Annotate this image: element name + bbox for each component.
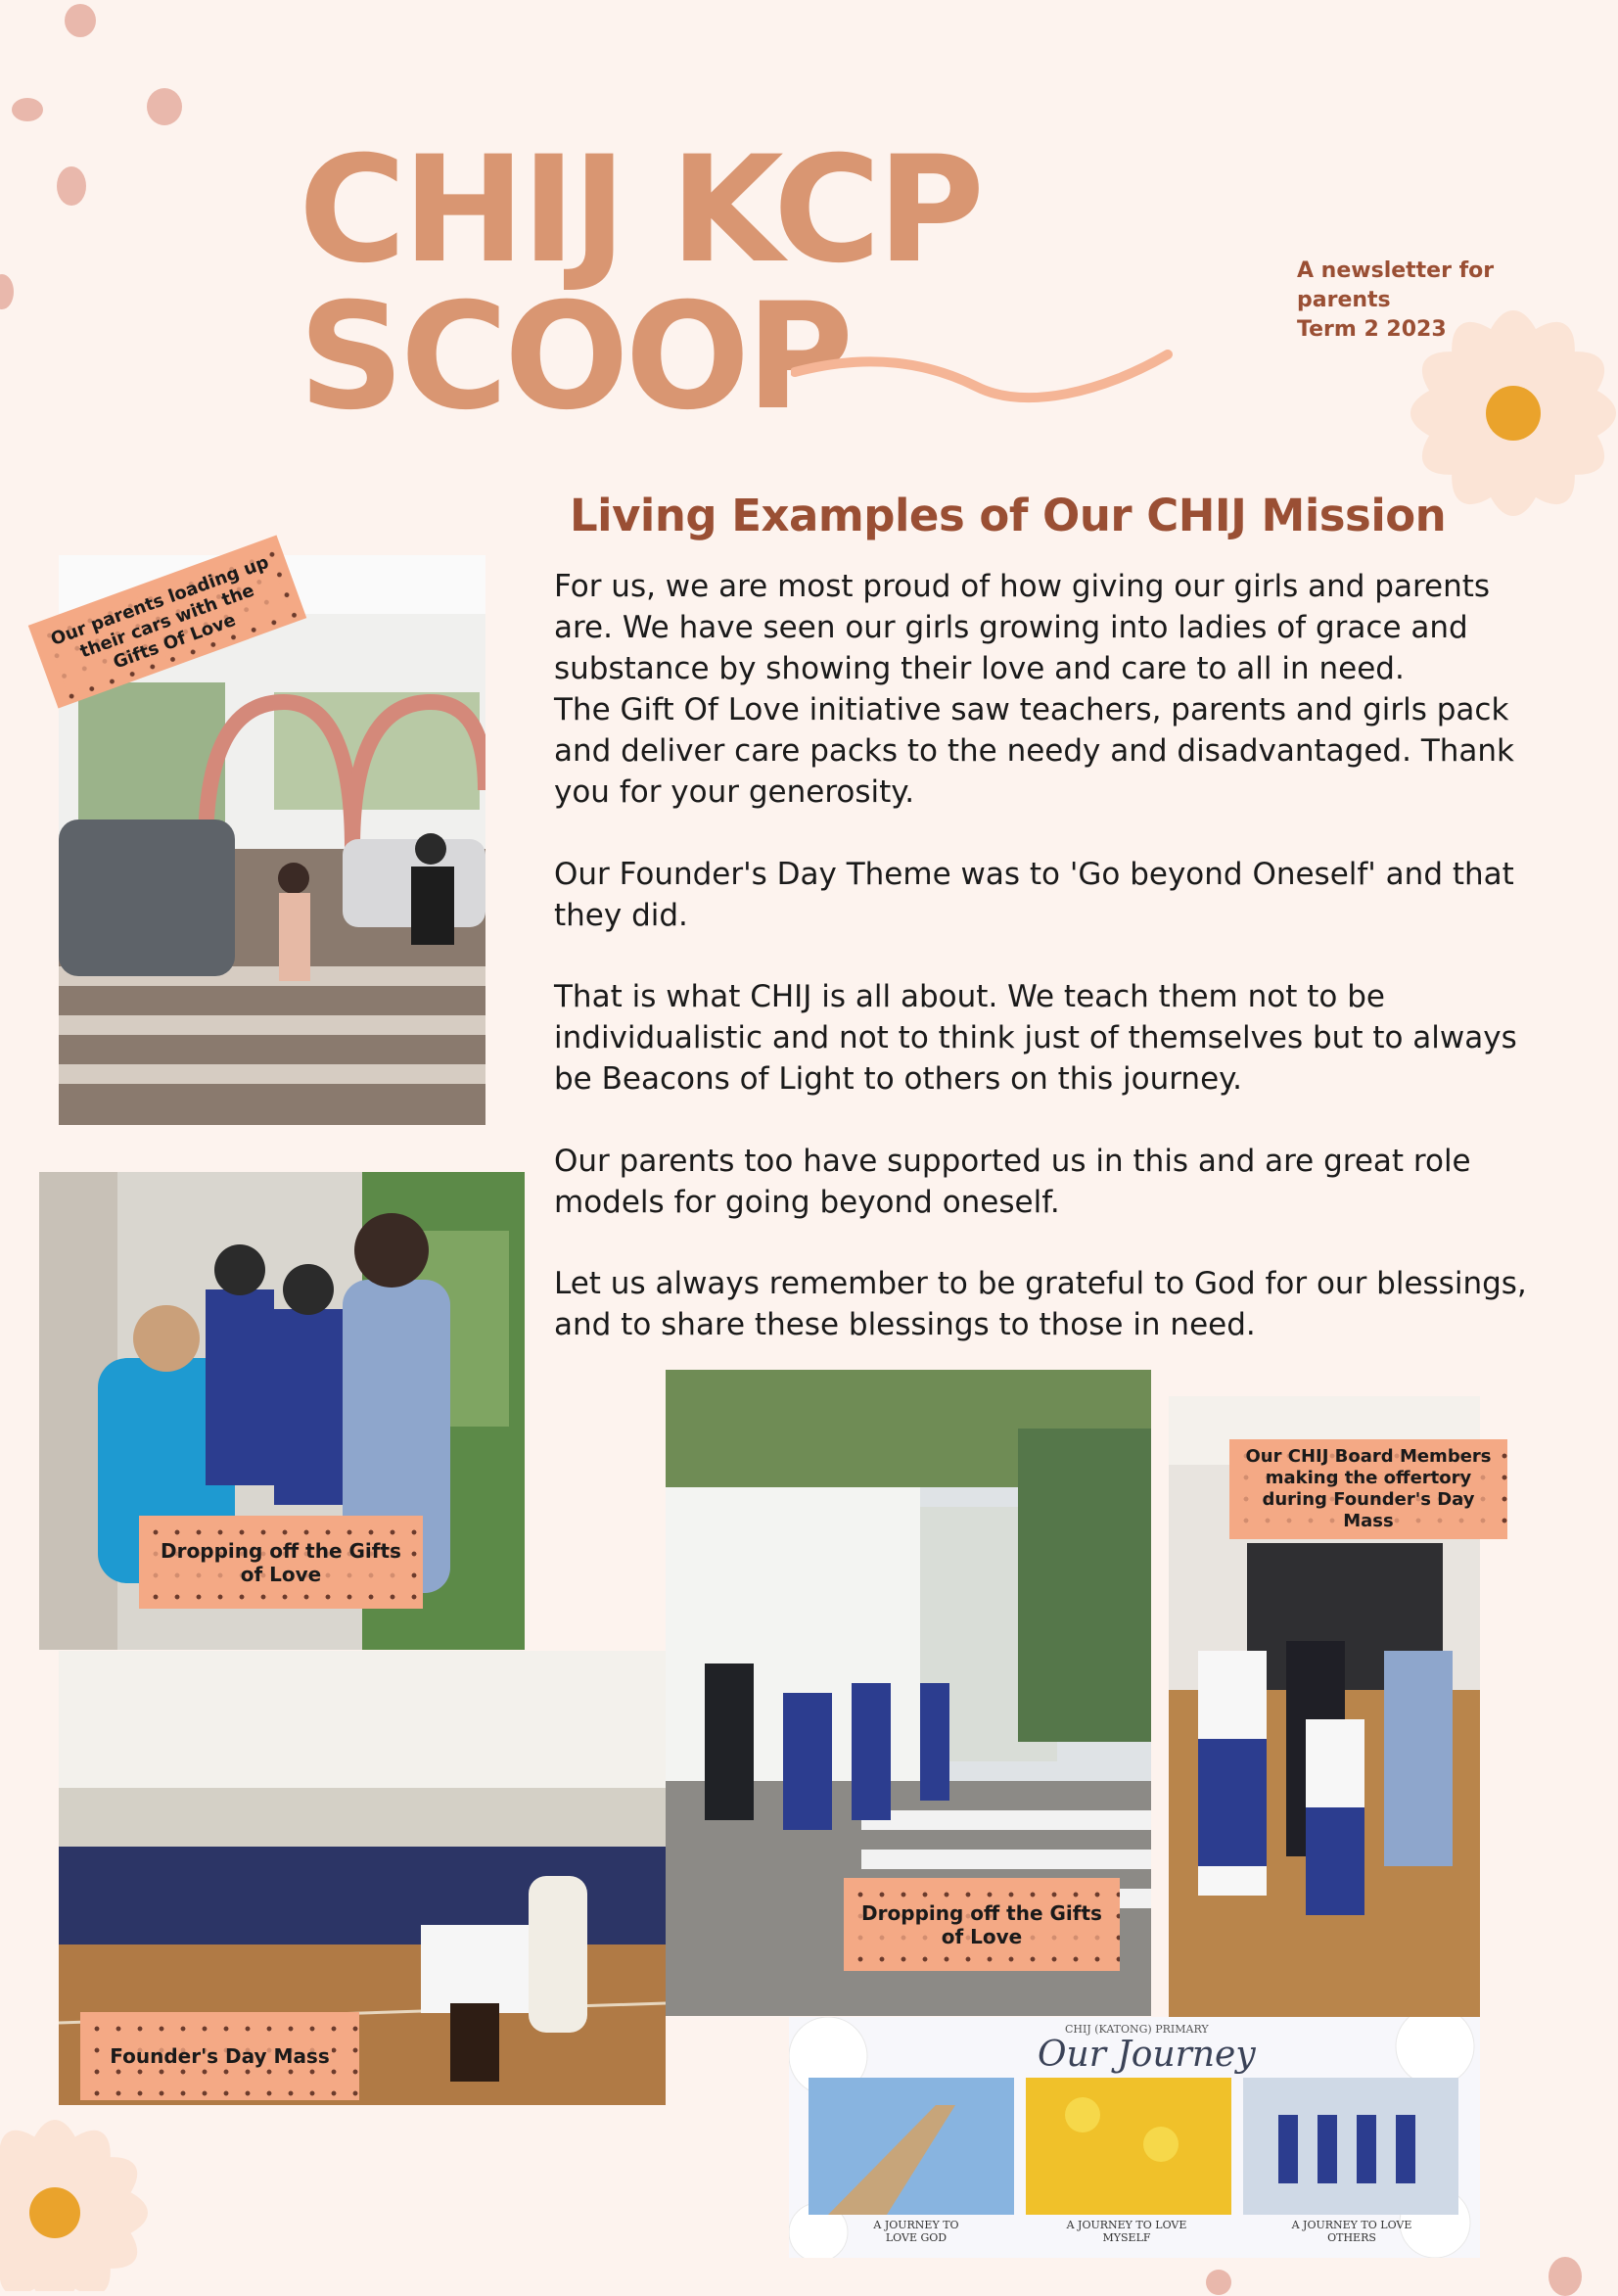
paragraph: Let us always remember to be grateful to God for our blessings, and to share these blessings to those in need. [554,1266,1527,1342]
banner-panel-label: A JOURNEY TO LOVE OTHERS [1291,2219,1412,2244]
caption-parents-loading: Our parents loading up their cars with the Gifts Of Love [28,536,306,709]
paragraph: The Gift Of Love initiative saw teachers, parents and girls pack and deliver care packs to the needy and disadvantaged. Thank you for your generosity. [554,692,1514,810]
banner-school: CHIJ (KATONG) PRIMARY [1065,2023,1209,2036]
our-journey-banner [789,2017,1480,2258]
paragraph: For us, we are most proud of how giving our girls and parents are. We have seen our girls growing into ladies of grace and substance by showing their love and care to all in need. [554,569,1491,686]
swoosh-decoration [791,343,1182,411]
decor-dot [0,274,14,309]
decor-dot [12,98,43,121]
decor-dot [147,88,182,125]
article-body [554,566,1533,1386]
newsletter-tagline [1297,257,1522,345]
banner-panel-label: A JOURNEY TO LOVE MYSELF [1066,2219,1187,2244]
paragraph: That is what CHIJ is all about. We teach them not to be individualistic and not to think just of themselves but to always be Beacons of Light to others on this journey. [554,979,1517,1097]
paragraph: Our Founder's Day Theme was to 'Go beyond Oneself' and that they did. [554,856,1514,933]
decor-dot [1549,2257,1582,2296]
decor-dot [57,166,86,206]
caption-dropping-off-1: Dropping off the Gifts of Love [139,1516,423,1609]
banner-panel-label: A JOURNEY TO LOVE GOD [873,2219,959,2244]
newsletter-title: CHIJ KCP SCOOP [299,125,981,443]
caption-dropping-off-2: Dropping off the Gifts of Love [844,1878,1120,1971]
section-heading: Living Examples of Our CHIJ Mission [570,490,1447,541]
banner-title: Our Journey [1038,2035,1256,2075]
caption-board-members: Our CHIJ Board Members making the offertory during Founder's Day Mass [1229,1439,1507,1539]
tagline-line: parents [1297,288,1391,312]
tagline-line: Term 2 2023 [1297,317,1447,342]
decor-dot [65,4,96,37]
caption-founders-day-mass: Founder's Day Mass [80,2012,359,2100]
tagline-line: A newsletter for [1297,258,1495,283]
decor-dot [1206,2270,1231,2295]
paragraph: Our parents too have supported us in this and are great role models for going beyond oneself. [554,1143,1471,1220]
